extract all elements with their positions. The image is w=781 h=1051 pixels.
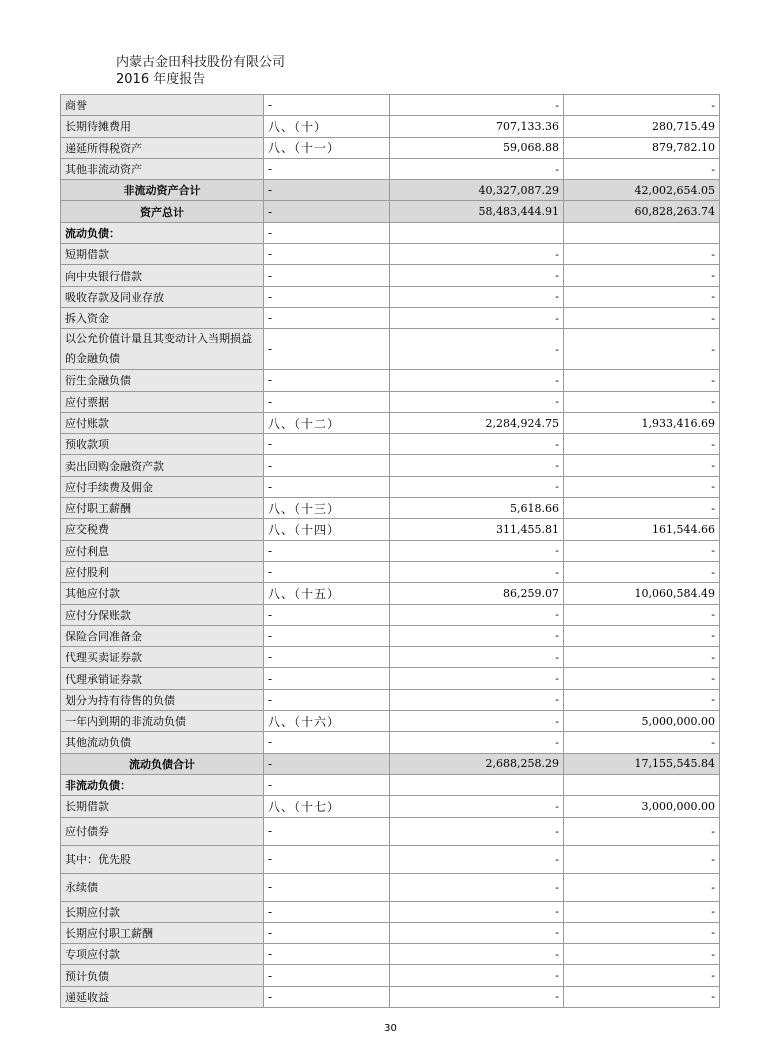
row-label: 商誉	[61, 95, 264, 116]
row-label: 应付债券	[61, 817, 264, 845]
row-prior-amount: -	[564, 370, 720, 391]
row-note: -	[264, 625, 390, 646]
row-current-amount: -	[390, 476, 564, 497]
row-prior-amount: -	[564, 391, 720, 412]
row-label: 预收款项	[61, 434, 264, 455]
row-prior-amount: -	[564, 244, 720, 265]
row-label: 拆入资金	[61, 307, 264, 328]
table-row	[61, 647, 720, 668]
table-row	[61, 286, 720, 307]
table-row	[61, 711, 720, 732]
row-prior-amount: -	[564, 265, 720, 286]
row-current-amount: -	[390, 604, 564, 625]
row-label: 应付分保账款	[61, 604, 264, 625]
row-current-amount: -	[390, 965, 564, 986]
row-note: -	[264, 307, 390, 328]
row-label: 预计负债	[61, 965, 264, 986]
table-row	[61, 307, 720, 328]
table-row	[61, 244, 720, 265]
row-note: -	[264, 845, 390, 873]
row-prior-amount: -	[564, 329, 720, 370]
row-note: -	[264, 668, 390, 689]
row-label: 应交税费	[61, 519, 264, 540]
table-row	[61, 476, 720, 497]
row-current-amount: -	[390, 817, 564, 845]
row-label: 衍生金融负债	[61, 370, 264, 391]
row-prior-amount: -	[564, 901, 720, 922]
table-row	[61, 222, 720, 243]
row-label: 永续债	[61, 873, 264, 901]
row-label: 应付利息	[61, 540, 264, 561]
row-note: -	[264, 901, 390, 922]
row-note: -	[264, 817, 390, 845]
row-note: -	[264, 222, 390, 243]
table-row	[61, 774, 720, 795]
row-current-amount: -	[390, 901, 564, 922]
table-row	[61, 116, 720, 137]
row-prior-amount: 17,155,545.84	[564, 753, 720, 774]
row-label: 资产总计	[61, 201, 264, 222]
row-note: -	[264, 561, 390, 582]
row-note: -	[264, 922, 390, 943]
row-label: 划分为持有待售的负债	[61, 689, 264, 710]
row-label: 应付股利	[61, 561, 264, 582]
row-prior-amount	[564, 774, 720, 795]
table-row	[61, 817, 720, 845]
row-current-amount: 5,618.66	[390, 498, 564, 519]
row-label: 流动负债合计	[61, 753, 264, 774]
table-row	[61, 732, 720, 753]
row-current-amount: -	[390, 845, 564, 873]
row-note: -	[264, 965, 390, 986]
row-prior-amount: -	[564, 668, 720, 689]
row-note: 八、（十二）	[264, 412, 390, 433]
row-prior-amount: 161,544.66	[564, 519, 720, 540]
table-row	[61, 689, 720, 710]
row-prior-amount: -	[564, 689, 720, 710]
row-current-amount: 707,133.36	[390, 116, 564, 137]
table-row	[61, 498, 720, 519]
row-current-amount	[390, 222, 564, 243]
table-row	[61, 180, 720, 201]
report-header	[116, 54, 285, 88]
row-current-amount: -	[390, 95, 564, 116]
row-prior-amount: -	[564, 540, 720, 561]
row-prior-amount: 10,060,584.49	[564, 583, 720, 604]
row-note: -	[264, 604, 390, 625]
row-note: -	[264, 753, 390, 774]
row-note: -	[264, 540, 390, 561]
row-prior-amount: 42,002,654.05	[564, 180, 720, 201]
row-prior-amount: -	[564, 732, 720, 753]
row-note: -	[264, 732, 390, 753]
table-row	[61, 561, 720, 582]
table-row	[61, 796, 720, 817]
row-note: -	[264, 244, 390, 265]
row-current-amount: 40,327,087.29	[390, 180, 564, 201]
table-row	[61, 873, 720, 901]
table-row	[61, 965, 720, 986]
row-label: 非流动资产合计	[61, 180, 264, 201]
row-label: 应付职工薪酬	[61, 498, 264, 519]
row-note: -	[264, 873, 390, 901]
row-note: -	[264, 158, 390, 179]
row-label: 其他非流动资产	[61, 158, 264, 179]
row-current-amount: -	[390, 244, 564, 265]
table-row	[61, 604, 720, 625]
row-current-amount: -	[390, 540, 564, 561]
row-label: 以公允价值计量且其变动计入当期损益的金融负债	[61, 329, 264, 370]
row-prior-amount: 5,000,000.00	[564, 711, 720, 732]
row-prior-amount: 3,000,000.00	[564, 796, 720, 817]
table-row	[61, 158, 720, 179]
row-current-amount: -	[390, 711, 564, 732]
row-label: 专项应付款	[61, 944, 264, 965]
row-note: -	[264, 689, 390, 710]
row-note: -	[264, 455, 390, 476]
row-note: -	[264, 201, 390, 222]
row-note: -	[264, 180, 390, 201]
row-prior-amount: -	[564, 965, 720, 986]
row-prior-amount: -	[564, 561, 720, 582]
row-label: 保险合同准备金	[61, 625, 264, 646]
table-row	[61, 583, 720, 604]
row-current-amount: -	[390, 986, 564, 1007]
row-note: 八、（十）	[264, 116, 390, 137]
row-note: -	[264, 391, 390, 412]
row-note: -	[264, 774, 390, 795]
row-prior-amount: -	[564, 922, 720, 943]
row-current-amount: -	[390, 668, 564, 689]
row-current-amount: -	[390, 873, 564, 901]
row-note: -	[264, 286, 390, 307]
row-note: -	[264, 329, 390, 370]
row-label: 代理承销证券款	[61, 668, 264, 689]
table-row	[61, 412, 720, 433]
row-note: -	[264, 944, 390, 965]
row-note: -	[264, 95, 390, 116]
row-label: 应付票据	[61, 391, 264, 412]
row-prior-amount: 1,933,416.69	[564, 412, 720, 433]
row-note: -	[264, 265, 390, 286]
row-note: 八、（十四）	[264, 519, 390, 540]
row-note: 八、（十五）	[264, 583, 390, 604]
row-note: 八、（十三）	[264, 498, 390, 519]
row-current-amount: -	[390, 796, 564, 817]
row-note: 八、（十一）	[264, 137, 390, 158]
row-current-amount: -	[390, 158, 564, 179]
row-label: 流动负债：	[61, 222, 264, 243]
row-prior-amount: -	[564, 307, 720, 328]
table-row	[61, 944, 720, 965]
row-current-amount: -	[390, 391, 564, 412]
row-current-amount: -	[390, 265, 564, 286]
table-row	[61, 137, 720, 158]
table-row	[61, 201, 720, 222]
row-label: 长期待摊费用	[61, 116, 264, 137]
row-prior-amount: -	[564, 604, 720, 625]
row-label: 其他应付款	[61, 583, 264, 604]
table-row	[61, 922, 720, 943]
row-current-amount: -	[390, 561, 564, 582]
row-prior-amount: -	[564, 625, 720, 646]
row-label: 递延所得税资产	[61, 137, 264, 158]
table-row	[61, 625, 720, 646]
row-label: 其中：优先股	[61, 845, 264, 873]
row-prior-amount: -	[564, 286, 720, 307]
row-current-amount: -	[390, 307, 564, 328]
row-label: 长期应付款	[61, 901, 264, 922]
row-current-amount: 86,259.07	[390, 583, 564, 604]
table-row	[61, 668, 720, 689]
row-prior-amount: 60,828,263.74	[564, 201, 720, 222]
row-prior-amount: -	[564, 476, 720, 497]
row-current-amount: 311,455.81	[390, 519, 564, 540]
row-prior-amount: -	[564, 817, 720, 845]
table-row	[61, 95, 720, 116]
row-label: 应付账款	[61, 412, 264, 433]
row-label: 代理买卖证券款	[61, 647, 264, 668]
row-label: 其他流动负债	[61, 732, 264, 753]
balance-sheet-table	[60, 94, 720, 1008]
row-note: -	[264, 370, 390, 391]
row-prior-amount: 280,715.49	[564, 116, 720, 137]
row-current-amount: -	[390, 625, 564, 646]
row-note: -	[264, 986, 390, 1007]
table-row	[61, 540, 720, 561]
row-prior-amount	[564, 222, 720, 243]
row-current-amount: -	[390, 689, 564, 710]
row-current-amount: -	[390, 647, 564, 668]
row-note: -	[264, 647, 390, 668]
row-note: -	[264, 476, 390, 497]
row-prior-amount: -	[564, 95, 720, 116]
row-prior-amount: -	[564, 498, 720, 519]
row-prior-amount: 879,782.10	[564, 137, 720, 158]
table-row	[61, 455, 720, 476]
row-prior-amount: -	[564, 986, 720, 1007]
row-label: 向中央银行借款	[61, 265, 264, 286]
table-row	[61, 901, 720, 922]
table-row	[61, 391, 720, 412]
row-label: 长期借款	[61, 796, 264, 817]
row-current-amount	[390, 774, 564, 795]
row-current-amount: -	[390, 732, 564, 753]
row-note: 八、（十六）	[264, 711, 390, 732]
row-current-amount: 2,688,258.29	[390, 753, 564, 774]
row-prior-amount: -	[564, 873, 720, 901]
row-note: 八、（十七）	[264, 796, 390, 817]
row-current-amount: -	[390, 922, 564, 943]
row-current-amount: -	[390, 944, 564, 965]
row-current-amount: 59,068.88	[390, 137, 564, 158]
row-label: 卖出回购金融资产款	[61, 455, 264, 476]
row-current-amount: -	[390, 434, 564, 455]
row-prior-amount: -	[564, 455, 720, 476]
row-label: 一年内到期的非流动负债	[61, 711, 264, 732]
page-number: 30	[384, 1023, 397, 1034]
row-current-amount: -	[390, 286, 564, 307]
row-label: 非流动负债：	[61, 774, 264, 795]
row-current-amount: -	[390, 329, 564, 370]
table-row	[61, 519, 720, 540]
row-label: 递延收益	[61, 986, 264, 1007]
report-title: 2016 年度报告	[116, 72, 206, 87]
row-current-amount: -	[390, 370, 564, 391]
row-prior-amount: -	[564, 845, 720, 873]
row-label: 吸收存款及同业存放	[61, 286, 264, 307]
row-current-amount: 58,483,444.91	[390, 201, 564, 222]
table-row	[61, 845, 720, 873]
table-row	[61, 265, 720, 286]
row-label: 应付手续费及佣金	[61, 476, 264, 497]
table-row	[61, 753, 720, 774]
row-current-amount: -	[390, 455, 564, 476]
row-prior-amount: -	[564, 434, 720, 455]
row-label: 长期应付职工薪酬	[61, 922, 264, 943]
row-prior-amount: -	[564, 944, 720, 965]
row-note: -	[264, 434, 390, 455]
row-label: 短期借款	[61, 244, 264, 265]
row-prior-amount: -	[564, 158, 720, 179]
table-row	[61, 986, 720, 1007]
row-current-amount: 2,284,924.75	[390, 412, 564, 433]
company-name: 内蒙古金田科技股份有限公司	[116, 55, 286, 70]
table-row	[61, 370, 720, 391]
row-prior-amount: -	[564, 647, 720, 668]
table-row	[61, 329, 720, 370]
table-row	[61, 434, 720, 455]
